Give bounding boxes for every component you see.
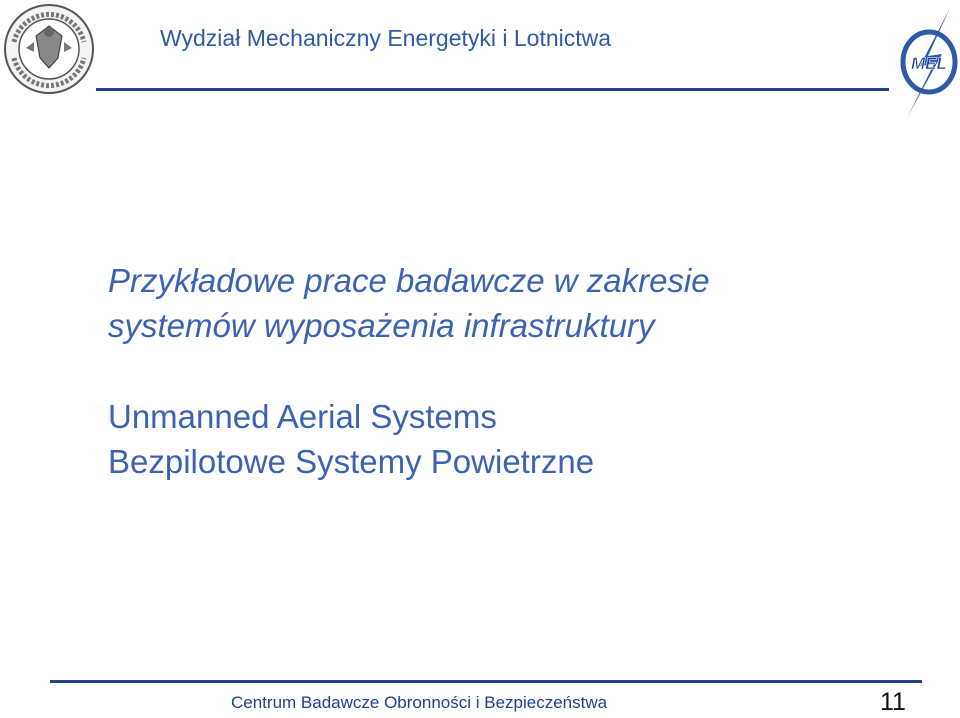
sub-heading-line-1: Unmanned Aerial Systems [108,398,497,435]
header-title: Wydział Mechaniczny Energetyki i Lotnictwa [160,25,612,51]
header-divider [96,88,889,91]
main-heading-line-2: systemów wyposażenia infrastruktury [108,307,655,344]
footer-divider [50,680,922,683]
main-heading [108,258,710,348]
sub-heading-line-2: Bezpilotowe Systemy Powietrzne [108,443,595,480]
footer-text: Centrum Badawcze Obronności i Bezpieczeństwa [231,693,608,712]
page-number: 11 [880,688,906,716]
svg-text:MEL: MEL [911,54,947,73]
sub-heading [108,394,594,484]
mel-logo [898,6,960,118]
main-heading-line-1: Przykładowe prace badawcze w zakresie [108,262,710,299]
university-seal-logo [2,2,98,96]
